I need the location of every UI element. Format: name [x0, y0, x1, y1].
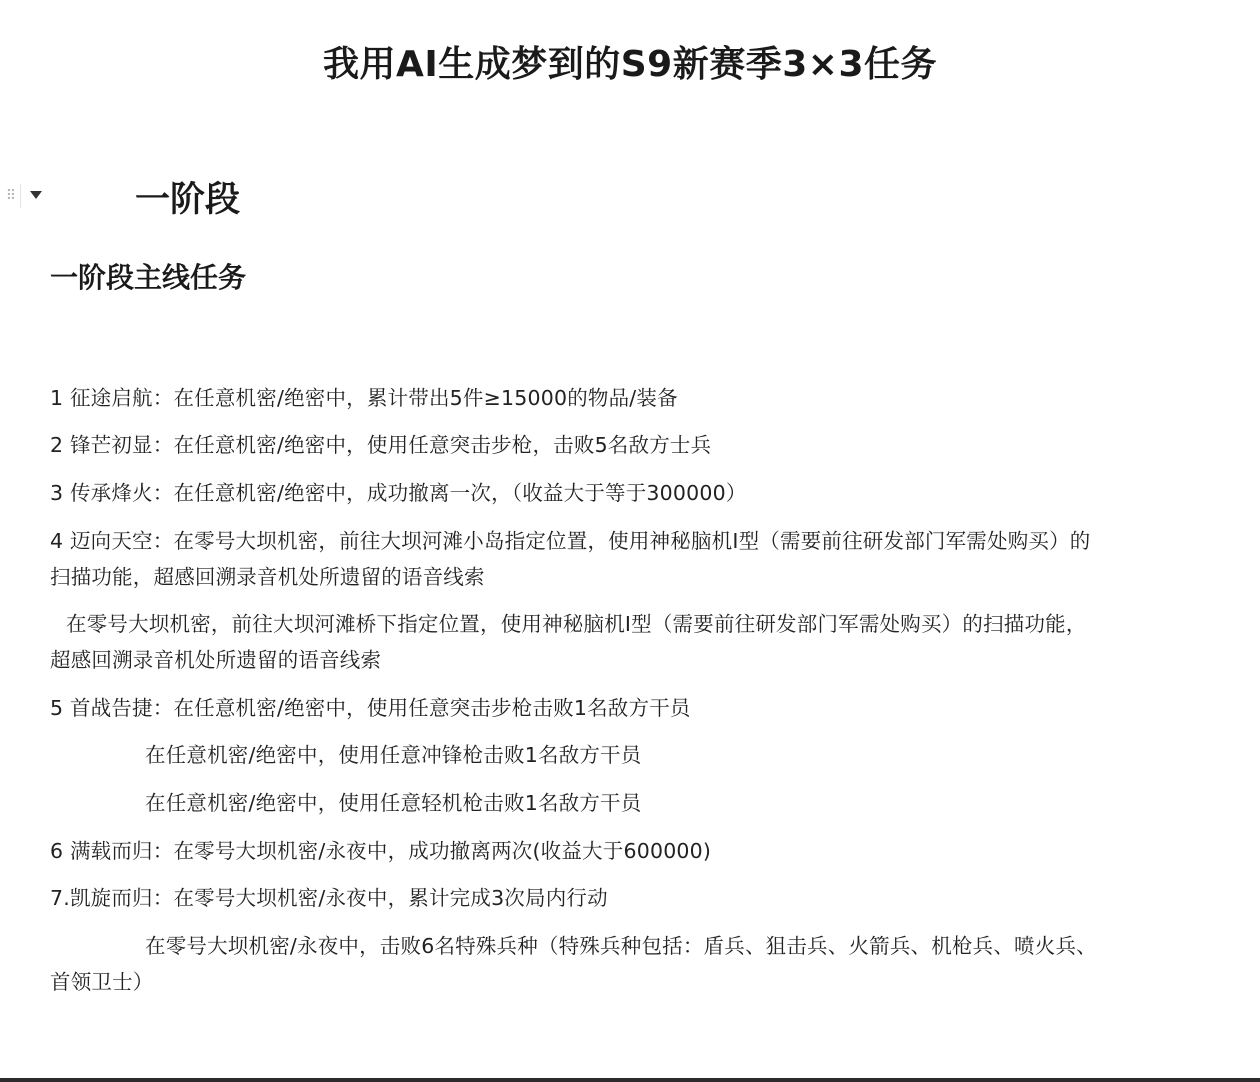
- section-heading: 一阶段主线任务: [50, 261, 247, 294]
- task-line-2: 2 锋芒初显：在任意机密/绝密中，使用任意突击步枪，击败5名敌方士兵: [50, 433, 712, 457]
- drag-handle-icon[interactable]: ⠿: [2, 184, 21, 208]
- task-line-5-alt-2: 在任意机密/绝密中，使用任意轻机枪击败1名敌方干员: [145, 791, 642, 815]
- bottom-divider: [0, 1078, 1260, 1082]
- document-title: 我用AI生成梦到的S9新赛季3×3任务: [323, 44, 937, 85]
- task-line-7-alt-cont: 首领卫士）: [50, 970, 154, 994]
- task-line-4-alt: 在零号大坝机密，前往大坝河滩桥下指定位置，使用神秘脑机I型（需要前往研发部门军需处购买）的扫描功能，: [66, 612, 1087, 636]
- task-line-4-alt-cont: 超感回溯录音机处所遗留的语音线索: [50, 648, 382, 672]
- task-line-1: 1 征途启航：在任意机密/绝密中，累计带出5件≥15000的物品/装备: [50, 386, 678, 410]
- task-line-5: 5 首战告捷：在任意机密/绝密中，使用任意突击步枪击败1名敌方干员: [50, 696, 691, 720]
- task-line-7: 7.凯旋而归：在零号大坝机密/永夜中，累计完成3次局内行动: [50, 886, 608, 910]
- task-line-4-cont: 扫描功能，超感回溯录音机处所遗留的语音线索: [50, 565, 485, 589]
- collapse-triangle-icon[interactable]: [28, 185, 44, 205]
- task-line-4: 4 迈向天空：在零号大坝机密，前往大坝河滩小岛指定位置，使用神秘脑机I型（需要前往研发部门军需处购买）的: [50, 529, 1091, 553]
- stage-heading: 一阶段: [135, 180, 241, 220]
- task-line-6: 6 满载而归：在零号大坝机密/永夜中，成功撤离两次(收益大于600000): [50, 839, 712, 863]
- task-line-5-alt-1: 在任意机密/绝密中，使用任意冲锋枪击败1名敌方干员: [145, 743, 642, 767]
- task-line-3: 3 传承烽火：在任意机密/绝密中，成功撤离一次，（收益大于等于300000）: [50, 481, 747, 505]
- task-line-7-alt: 在零号大坝机密/永夜中，击败6名特殊兵种（特殊兵种包括：盾兵、狙击兵、火箭兵、机枪兵、喷火兵、: [145, 934, 1097, 958]
